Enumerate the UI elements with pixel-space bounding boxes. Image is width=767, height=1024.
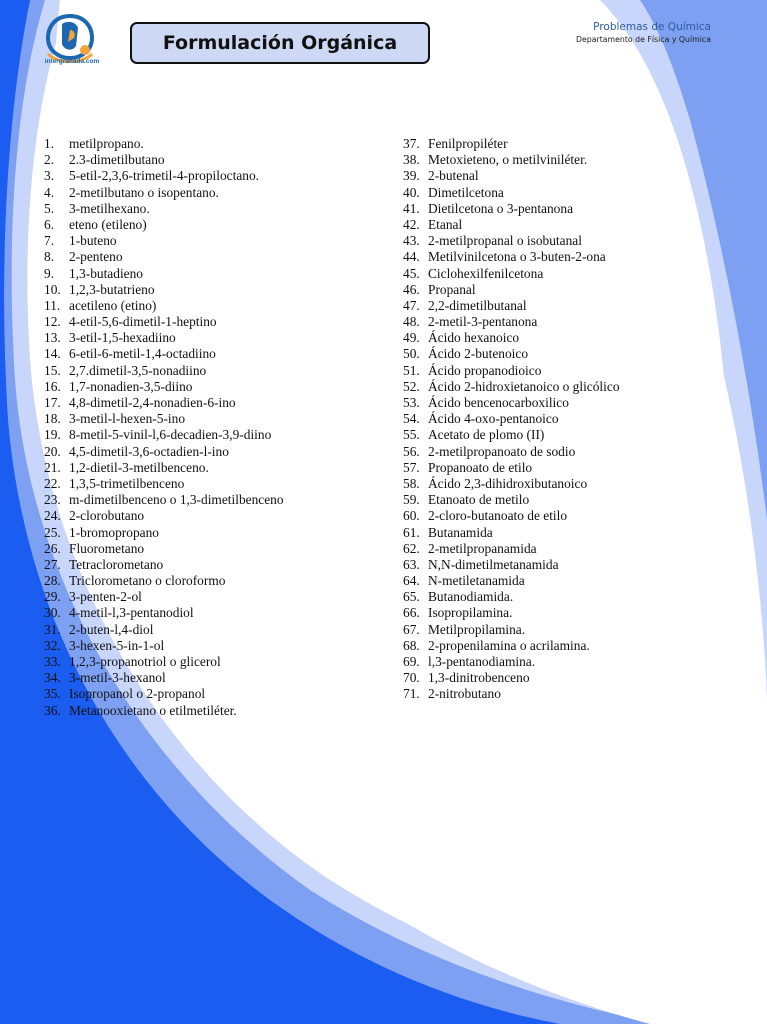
list-item — [44, 298, 374, 314]
list-item — [403, 379, 743, 395]
list-item — [403, 541, 743, 557]
item-text: 4,5-dimetil-3,6-octadien-l-ino — [69, 443, 229, 459]
item-text: eteno (etileno) — [69, 216, 147, 232]
title-box — [130, 22, 430, 64]
list-item — [403, 622, 743, 638]
item-text: 3-metil-l-hexen-5-ino — [69, 411, 186, 427]
list-item — [403, 508, 743, 524]
list-item — [44, 330, 374, 346]
list-item — [403, 444, 743, 460]
item-number: 35. — [44, 686, 61, 702]
item-number: 44. — [403, 249, 420, 265]
item-number: 24. — [44, 508, 61, 524]
item-text: Isopropanol o 2-propanol — [69, 686, 206, 702]
item-number: 11. — [44, 297, 61, 313]
item-text: Triclorometano o cloroformo — [69, 573, 226, 589]
list-item — [403, 185, 743, 201]
list-item — [403, 460, 743, 476]
item-number: 26. — [44, 540, 61, 556]
item-text: 3-penten-2-ol — [69, 589, 142, 605]
list-item — [44, 233, 374, 249]
list-item — [44, 686, 374, 702]
item-number: 2. — [44, 152, 55, 168]
item-text: 2-butenal — [428, 168, 479, 184]
item-number: 16. — [44, 378, 61, 394]
item-text: Fenilpropiléter — [428, 136, 508, 151]
item-text: metilpropano. — [69, 136, 144, 151]
item-text: 2-cloro-butanoato de etilo — [428, 508, 568, 524]
item-text: 6-etil-6-metil-1,4-octadiino — [69, 346, 216, 362]
item-number: 5. — [44, 200, 55, 216]
list-item — [44, 622, 374, 638]
item-number: 59. — [403, 492, 420, 508]
item-number: 56. — [403, 443, 420, 459]
list-item — [44, 266, 374, 282]
list-item — [403, 589, 743, 605]
item-number: 7. — [44, 233, 55, 249]
item-number: 42. — [403, 216, 420, 232]
item-number: 66. — [403, 605, 420, 621]
item-text: 4,8-dimetil-2,4-nonadien-6-ino — [69, 395, 236, 410]
item-text: Ácido 2-hidroxietanoico o glicólico — [428, 378, 620, 394]
item-text: 2-metilpropanal o isobutanal — [428, 233, 582, 249]
item-number: 21. — [44, 459, 61, 475]
list-item — [44, 363, 374, 379]
item-number: 25. — [44, 524, 61, 540]
item-text: Tetraclorometano — [69, 556, 164, 572]
list-item — [44, 605, 374, 621]
item-number: 67. — [403, 621, 420, 637]
list-item — [44, 201, 374, 217]
list-item — [403, 298, 743, 314]
item-text: 2-nitrobutano — [428, 686, 501, 702]
item-number: 12. — [44, 314, 61, 330]
item-number: 53. — [403, 395, 420, 410]
list-item — [403, 266, 743, 282]
list-item — [403, 686, 743, 702]
item-text: 1-bromopropano — [69, 524, 159, 540]
item-number: 27. — [44, 556, 61, 572]
list-item — [44, 557, 374, 573]
item-number: 45. — [403, 265, 420, 281]
item-text: Fluorometano — [69, 540, 145, 556]
item-text: 1,2-dietil-3-metilbenceno. — [69, 459, 209, 475]
item-text: Ácido 2,3-dihidroxibutanoico — [428, 475, 588, 491]
item-text: 2-metil-3-pentanona — [428, 314, 538, 330]
list-item — [44, 541, 374, 557]
list-item — [44, 314, 374, 330]
item-text: Acetato de plomo (II) — [428, 427, 545, 443]
list-item — [403, 249, 743, 265]
list-item — [403, 330, 743, 346]
item-text: Butanamida — [428, 524, 493, 540]
logo-text: intergranada.com — [44, 58, 100, 65]
item-number: 60. — [403, 508, 420, 524]
item-number: 47. — [403, 297, 420, 313]
list-item — [44, 282, 374, 298]
item-number: 14. — [44, 346, 61, 362]
item-number: 57. — [403, 459, 420, 475]
page-title: Formulación Orgánica — [162, 32, 398, 54]
item-number: 1. — [44, 136, 55, 151]
item-text: Propanoato de etilo — [428, 459, 533, 475]
item-number: 19. — [44, 427, 61, 443]
item-number: 30. — [44, 605, 61, 621]
item-text: Metanooxietano o etilmetiléter. — [69, 702, 237, 718]
item-text: 2-buten-l,4-diol — [69, 621, 154, 637]
item-number: 71. — [403, 686, 420, 702]
item-number: 8. — [44, 249, 55, 265]
item-text: 4-metil-l,3-pentanodiol — [69, 605, 194, 621]
list-item — [403, 314, 743, 330]
exercise-list-right — [403, 136, 743, 703]
item-text: l,3-pentanodiamina. — [428, 654, 536, 669]
item-text: 3-metilhexano. — [69, 200, 150, 216]
header-subject: Problemas de Química — [593, 21, 711, 33]
item-number: 55. — [403, 427, 420, 443]
item-text: acetileno (etino) — [69, 297, 157, 313]
item-text: N,N-dimetilmetanamida — [428, 556, 559, 572]
item-text: 2-metilpropanoato de sodio — [428, 443, 576, 459]
item-number: 40. — [403, 184, 420, 200]
list-item — [44, 476, 374, 492]
item-number: 63. — [403, 556, 420, 572]
list-item — [403, 638, 743, 654]
item-text: 1,3-butadieno — [69, 265, 144, 281]
list-item — [44, 573, 374, 589]
list-item — [44, 654, 374, 670]
item-text: Ácido hexanoico — [428, 330, 520, 346]
item-text: 1-buteno — [69, 233, 117, 249]
item-number: 3. — [44, 168, 55, 184]
item-text: 2,2-dimetilbutanal — [428, 297, 527, 313]
list-item — [403, 654, 743, 670]
list-item — [44, 136, 374, 152]
item-text: Ciclohexilfenilcetona — [428, 265, 544, 281]
item-number: 37. — [403, 136, 420, 151]
list-item — [44, 460, 374, 476]
item-number: 29. — [44, 589, 61, 605]
item-number: 4. — [44, 184, 55, 200]
item-text: 3-hexen-5-in-1-ol — [69, 637, 165, 653]
item-text: 5-etil-2,3,6-trimetil-4-propiloctano. — [69, 168, 260, 184]
item-number: 36. — [44, 702, 61, 718]
item-text: Ácido bencenocarboxilico — [428, 395, 569, 410]
list-item — [44, 217, 374, 233]
item-text: 3-metil-3-hexanol — [69, 670, 166, 686]
list-item — [44, 508, 374, 524]
list-item — [44, 444, 374, 460]
item-text: Etanal — [428, 216, 463, 232]
item-text: Metilvinilcetona o 3-buten-2-ona — [428, 249, 606, 265]
list-item — [403, 557, 743, 573]
item-number: 64. — [403, 573, 420, 589]
item-text: 2.3-dimetilbutano — [69, 152, 165, 168]
item-text: 2-clorobutano — [69, 508, 145, 524]
list-item — [44, 638, 374, 654]
item-number: 51. — [403, 362, 420, 378]
list-item — [403, 136, 743, 152]
list-item — [44, 427, 374, 443]
exercise-list-left — [44, 136, 374, 719]
item-number: 39. — [403, 168, 420, 184]
list-item — [44, 152, 374, 168]
item-number: 6. — [44, 216, 55, 232]
list-item — [44, 249, 374, 265]
item-text: Butanodiamida. — [428, 589, 514, 605]
item-text: 2-propenilamina o acrilamina. — [428, 637, 590, 653]
item-text: Dietilcetona o 3-pentanona — [428, 200, 574, 216]
list-item — [44, 589, 374, 605]
item-number: 61. — [403, 524, 420, 540]
list-item — [403, 363, 743, 379]
list-item — [44, 346, 374, 362]
list-item — [403, 217, 743, 233]
list-item — [403, 201, 743, 217]
item-text: Ácido 2-butenoico — [428, 346, 529, 362]
list-item — [403, 492, 743, 508]
list-item — [44, 379, 374, 395]
item-text: 2,7.dimetil-3,5-nonadiino — [69, 362, 207, 378]
item-number: 17. — [44, 395, 61, 410]
item-text: 2-metilpropanamida — [428, 540, 537, 556]
item-number: 43. — [403, 233, 420, 249]
list-item — [403, 605, 743, 621]
item-number: 69. — [403, 654, 420, 669]
item-number: 34. — [44, 670, 61, 686]
item-text: 1,3-dinitrobenceno — [428, 670, 530, 686]
item-text: 8-metil-5-vinil-l,6-decadien-3,9-diino — [69, 427, 272, 443]
item-text: Isopropilamina. — [428, 605, 513, 621]
list-item — [403, 233, 743, 249]
header-right — [576, 21, 711, 44]
item-text: Ácido 4-oxo-pentanoico — [428, 411, 559, 427]
item-text: 2-metilbutano o isopentano. — [69, 184, 219, 200]
item-text: m-dimetilbenceno o 1,3-dimetilbenceno — [69, 492, 284, 508]
item-text: 1,2,3-propanotriol o glicerol — [69, 654, 221, 669]
list-item — [44, 670, 374, 686]
item-number: 70. — [403, 670, 420, 686]
item-text: 1,7-nonadien-3,5-diino — [69, 378, 193, 394]
item-number: 48. — [403, 314, 420, 330]
item-number: 54. — [403, 411, 420, 427]
list-item — [44, 492, 374, 508]
item-number: 65. — [403, 589, 420, 605]
item-number: 18. — [44, 411, 61, 427]
item-number: 50. — [403, 346, 420, 362]
item-text: 4-etil-5,6-dimetil-1-heptino — [69, 314, 217, 330]
list-item — [403, 573, 743, 589]
item-text: 1,3,5-trimetilbenceno — [69, 475, 185, 491]
list-item — [44, 395, 374, 411]
item-number: 13. — [44, 330, 61, 346]
list-item — [44, 168, 374, 184]
item-number: 28. — [44, 573, 61, 589]
header-department: Departamento de Física y Química — [575, 35, 711, 44]
list-item — [403, 476, 743, 492]
list-item — [44, 703, 374, 719]
item-number: 15. — [44, 362, 61, 378]
list-item — [44, 411, 374, 427]
list-item — [403, 282, 743, 298]
list-item — [44, 185, 374, 201]
item-number: 31. — [44, 621, 61, 637]
list-item — [403, 525, 743, 541]
item-text: 2-penteno — [69, 249, 123, 265]
list-item — [403, 152, 743, 168]
item-text: Propanal — [428, 281, 476, 297]
item-number: 41. — [403, 200, 420, 216]
list-item — [403, 346, 743, 362]
item-number: 20. — [44, 443, 61, 459]
item-number: 58. — [403, 475, 420, 491]
list-item — [403, 168, 743, 184]
item-number: 68. — [403, 637, 420, 653]
list-item — [403, 395, 743, 411]
item-number: 9. — [44, 265, 55, 281]
item-number: 46. — [403, 281, 420, 297]
item-text: Etanoato de metilo — [428, 492, 530, 508]
item-text: 3-etil-1,5-hexadiino — [69, 330, 176, 346]
item-text: Ácido propanodioico — [428, 362, 542, 378]
item-number: 23. — [44, 492, 61, 508]
item-text: 1,2,3-butatrieno — [69, 281, 155, 297]
item-text: Metilpropilamina. — [428, 621, 526, 637]
item-number: 22. — [44, 475, 61, 491]
item-text: Dimetilcetona — [428, 184, 504, 200]
list-item — [44, 525, 374, 541]
item-number: 10. — [44, 281, 61, 297]
item-text: N-metiletanamida — [428, 573, 525, 589]
item-number: 49. — [403, 330, 420, 346]
item-number: 38. — [403, 152, 420, 168]
item-number: 52. — [403, 378, 420, 394]
item-number: 33. — [44, 654, 61, 669]
item-number: 32. — [44, 637, 61, 653]
list-item — [403, 411, 743, 427]
list-item — [403, 427, 743, 443]
item-number: 62. — [403, 540, 420, 556]
item-text: Metoxieteno, o metilviniléter. — [428, 152, 588, 168]
list-item — [403, 670, 743, 686]
